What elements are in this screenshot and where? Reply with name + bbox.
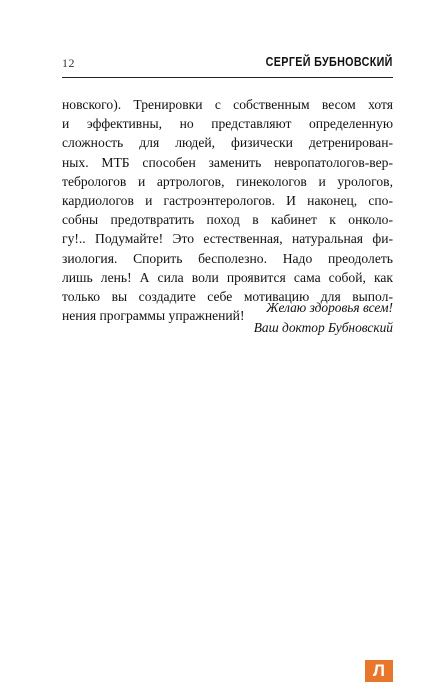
text-line: гу!.. Подумайте! Это естественная, натуральная фи- bbox=[62, 231, 393, 247]
signoff-greeting: Желаю здоровья всем! bbox=[266, 300, 393, 315]
running-header bbox=[62, 51, 393, 78]
publisher-logo-mark: Л bbox=[373, 661, 385, 680]
publisher-logo-icon bbox=[365, 660, 393, 682]
text-line: ных. МТБ способен заменить невропатологов-вер- bbox=[62, 154, 393, 170]
text-line: зиология. Спорить бесполезно. Надо преодолеть bbox=[62, 250, 393, 266]
text-line: новского). Тренировки с собственным весом хотя bbox=[62, 97, 393, 112]
text-line: и эффективны, но представляют определенную bbox=[62, 116, 393, 132]
text-line: сложность для людей, физически детренирован- bbox=[62, 135, 393, 151]
body-paragraph bbox=[62, 95, 393, 325]
signoff-signature: Ваш доктор Бубновский bbox=[253, 319, 393, 335]
text-line: тебрологов и артрологов, гинекологов и урологов, bbox=[62, 173, 393, 189]
text-line: лишь лень! А сила воли проявится сама собой, как bbox=[62, 269, 393, 285]
running-head-author: СЕРГЕЙ БУБНОВСКИЙ bbox=[265, 55, 393, 69]
text-line: кардиологов и гастроэнтерологов. И наконец, спо- bbox=[62, 192, 393, 208]
text-line: только вы создадите себе мотивацию для выпол- bbox=[62, 288, 393, 304]
text-line: нения программы упражнений! bbox=[62, 308, 245, 324]
text-line: собны предотвратить поход в кабинет к онколо- bbox=[62, 212, 393, 228]
page-number: 12 bbox=[62, 56, 75, 70]
signoff bbox=[254, 298, 393, 337]
